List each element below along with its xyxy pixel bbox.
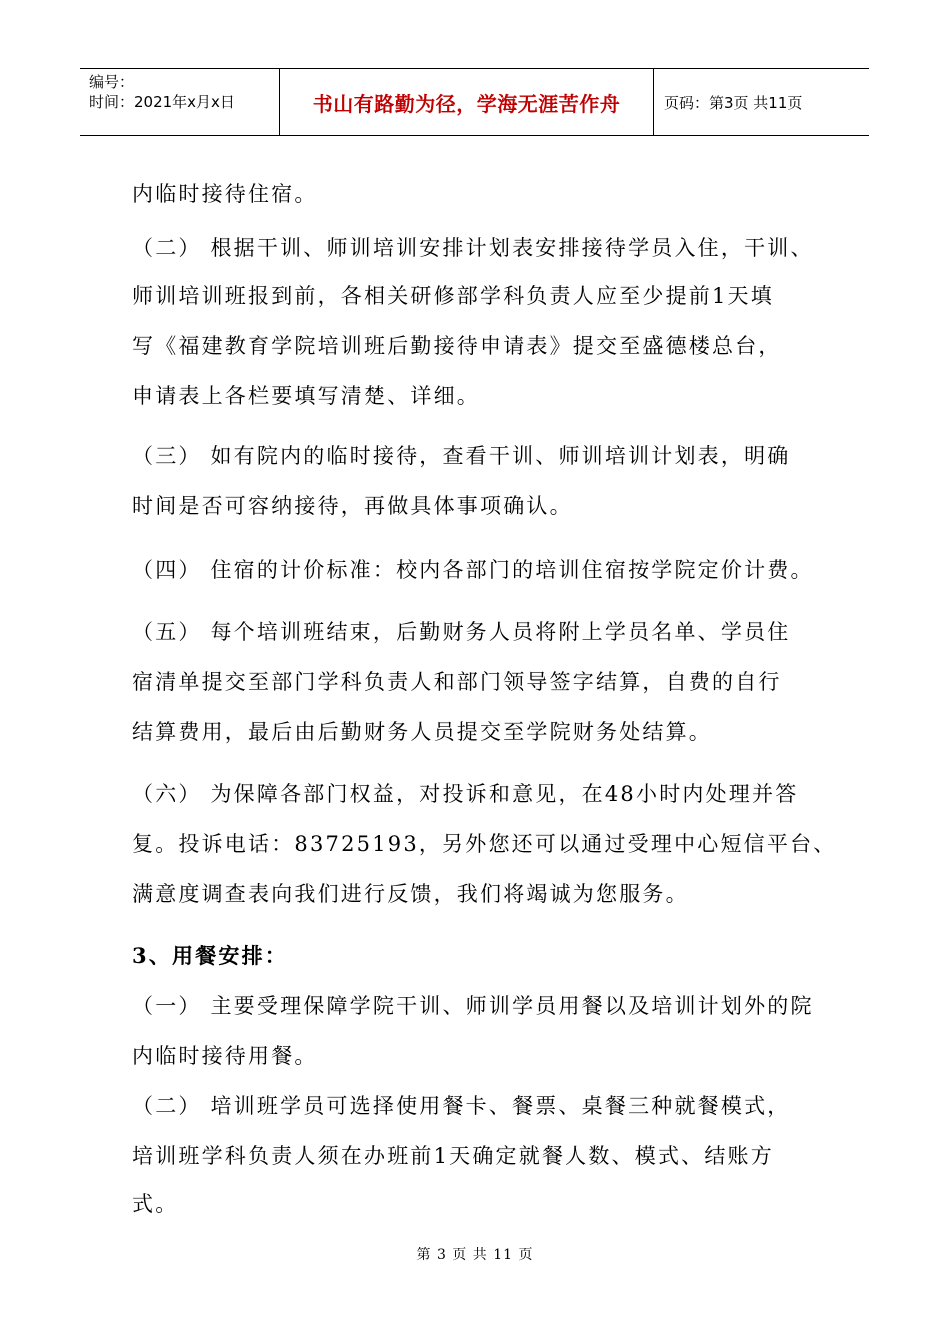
document-time-label: 时间：2021年x月x日 xyxy=(89,93,235,111)
body-line: （六） 为保障各部门权益，对投诉和意见，在48小时内处理并答 xyxy=(132,782,799,806)
header-motto: 书山有路勤为径，学海无涯苦作舟 xyxy=(280,69,654,135)
page-header xyxy=(80,68,869,136)
page-footer: 第 3 页 共 11 页 xyxy=(416,1247,534,1263)
body-line: （三） 如有院内的临时接待，查看干训、师训培训计划表，明确 xyxy=(132,444,791,468)
body-line: 师训培训班报到前，各相关研修部学科负责人应至少提前1天填 xyxy=(132,284,774,308)
body-line: 复。投诉电话：83725193，另外您还可以通过受理中心短信平台、 xyxy=(132,832,837,856)
body-line: 内临时接待住宿。 xyxy=(132,182,318,206)
body-line: 培训班学科负责人须在办班前1天确定就餐人数、模式、结账方 xyxy=(132,1144,774,1168)
body-line: 申请表上各栏要填写清楚、详细。 xyxy=(132,384,480,408)
document-number-label: 编号： xyxy=(89,73,135,91)
body-line: （五） 每个培训班结束，后勤财务人员将附上学员名单、学员住 xyxy=(132,620,791,644)
body-line: 时间是否可容纳接待，再做具体事项确认。 xyxy=(132,494,573,518)
body-line: 满意度调查表向我们进行反馈，我们将竭诚为您服务。 xyxy=(132,882,689,906)
body-line: 结算费用，最后由后勤财务人员提交至学院财务处结算。 xyxy=(132,720,712,744)
body-line: （一） 主要受理保障学院干训、师训学员用餐以及培训计划外的院 xyxy=(132,994,814,1018)
section-heading: 3、用餐安排： xyxy=(132,943,289,968)
header-meta xyxy=(80,69,280,135)
header-page-number: 页码：第3页 共11页 xyxy=(664,93,803,112)
body-line: 写《福建教育学院培训班后勤接待申请表》提交至盛德楼总台， xyxy=(132,334,782,358)
body-line: （二） 培训班学员可选择使用餐卡、餐票、桌餐三种就餐模式， xyxy=(132,1094,791,1118)
body-line: 宿清单提交至部门学科负责人和部门领导签字结算，自费的自行 xyxy=(132,670,782,694)
body-line: 式。 xyxy=(132,1192,179,1216)
body-line: （二） 根据干训、师训培训安排计划表安排接待学员入住，干训、 xyxy=(132,236,814,260)
body-line: 内临时接待用餐。 xyxy=(132,1044,318,1068)
body-line: （四） 住宿的计价标准：校内各部门的培训住宿按学院定价计费。 xyxy=(132,558,814,582)
